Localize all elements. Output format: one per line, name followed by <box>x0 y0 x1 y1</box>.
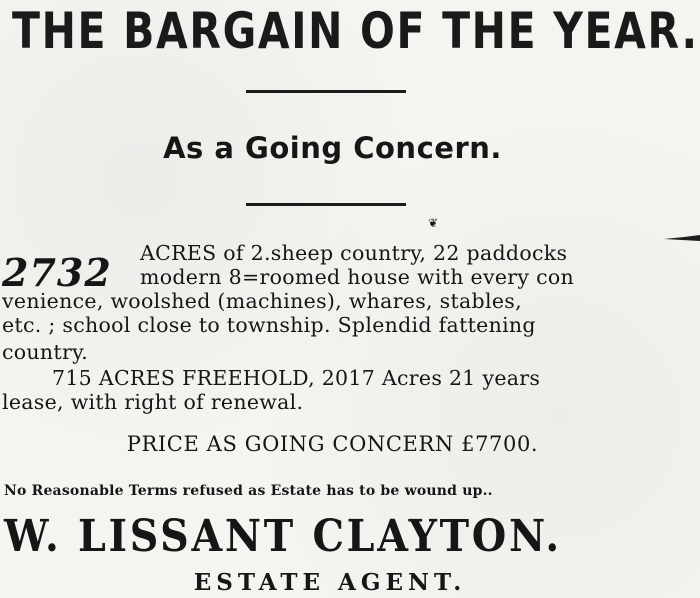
ornament-icon: ❦ <box>428 216 439 230</box>
subheading: As a Going Concern. <box>163 131 502 165</box>
body-line-2: modern 8=roomed house with every con <box>140 265 575 289</box>
agent-title: ESTATE AGENT. <box>193 569 467 596</box>
agent-name: W. LISSANT CLAYTON. <box>4 511 562 562</box>
divider-rule-bottom <box>246 203 406 206</box>
body-line-5: country. <box>2 340 89 364</box>
body-line-4: etc. ; school close to township. Splendid fattening <box>2 313 536 337</box>
divider-rule-top <box>246 90 406 93</box>
body-line-6: 715 ACRES FREEHOLD, 2017 Acres 21 years <box>52 366 541 390</box>
margin-mark-icon <box>664 234 700 242</box>
terms-line: No Reasonable Terms refused as Estate has to be wound up.. <box>4 483 493 499</box>
price-line: PRICE AS GOING CONCERN £7700. <box>126 432 539 456</box>
headline: THE BARGAIN OF THE YEAR. <box>12 2 699 60</box>
body-line-3: venience, woolshed (machines), whares, stables, <box>2 289 522 313</box>
body-line-1: ACRES of 2.sheep country, 22 paddocks <box>140 241 568 265</box>
acreage-number: 2732 <box>2 250 112 295</box>
body-line-7: lease, with right of renewal. <box>2 390 304 414</box>
